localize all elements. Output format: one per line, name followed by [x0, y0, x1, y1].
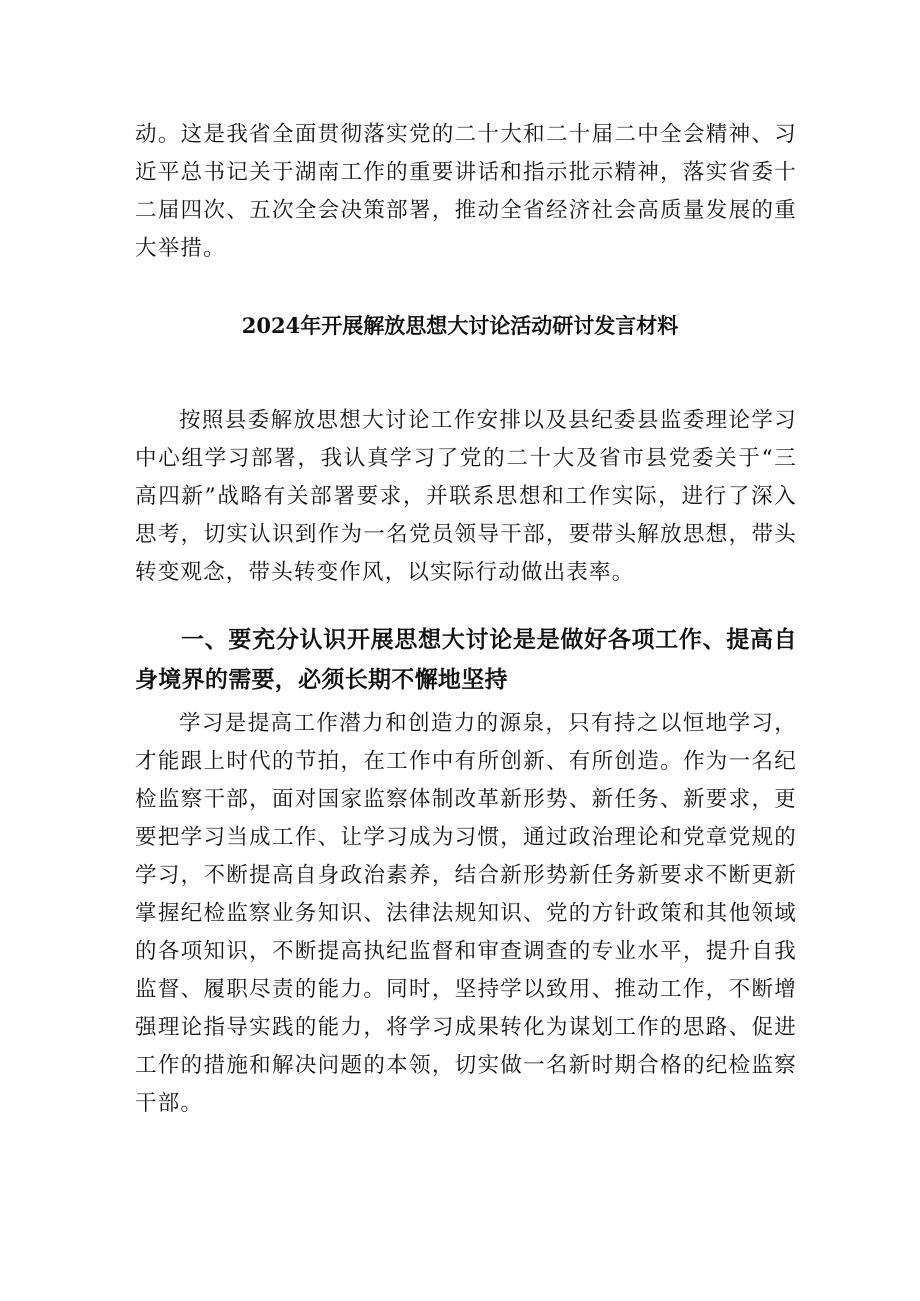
section-heading: 一、要充分认识开展思想大讨论是是做好各项工作、提高自身境界的需要，必须长期不懈地坚持 [135, 627, 797, 693]
paragraph-body: 学习是提高工作潜力和创造力的源泉，只有持之以恒地学习，才能跟上时代的节拍，在工作中有所创新、有所创造。作为一名纪检监察干部，面对国家监察体制改革新形势、新任务、新要求，更要把学习当成工作、让学习成为习惯，通过政治理论和党章党规的学习，不断提高自身政治素养，结合新形势新任务新要求不断更新掌握纪检监察业务知识、法律法规知识、党的方针政策和其他领域的各项知识，不断提高执纪监督和审查调查的专业水平，提升自我监督、履职尽责的能力。同时，坚持学以致用、推动工作，不断增强理论指导实践的能力，将学习成果转化为谋划工作的思路、促进工作的措施和解决问题的本领，切实做一名新时期合格的纪检监察干部。 [135, 711, 797, 1116]
document-title: 2024年开展解放思想大讨论活动研讨发言材料 [241, 313, 679, 338]
section-heading-one [135, 620, 797, 700]
paragraph-opening: 按照县委解放思想大讨论工作安排以及县纪委县监委理论学习中心组学习部署，我认真学习了党的二十大及省市县党委关于“三高四新”战略有关部署要求，并联系思想和工作实际，进行了深入思考，切实认识到作为一名党员领导干部，要带头解放思想，带头转变观念，带头转变作风，以实际行动做出表率。 [135, 408, 797, 585]
section-intro [135, 402, 797, 592]
section-body-one [135, 705, 797, 1123]
intro-section [135, 116, 797, 268]
intro-paragraph: 动。这是我省全面贯彻落实党的二十大和二十届二中全会精神、习近平总书记关于湖南工作的重要讲话和指示批示精神，落实省委十二届四次、五次全会决策部署，推动全省经济社会高质量发展的重大举措。 [135, 122, 797, 261]
